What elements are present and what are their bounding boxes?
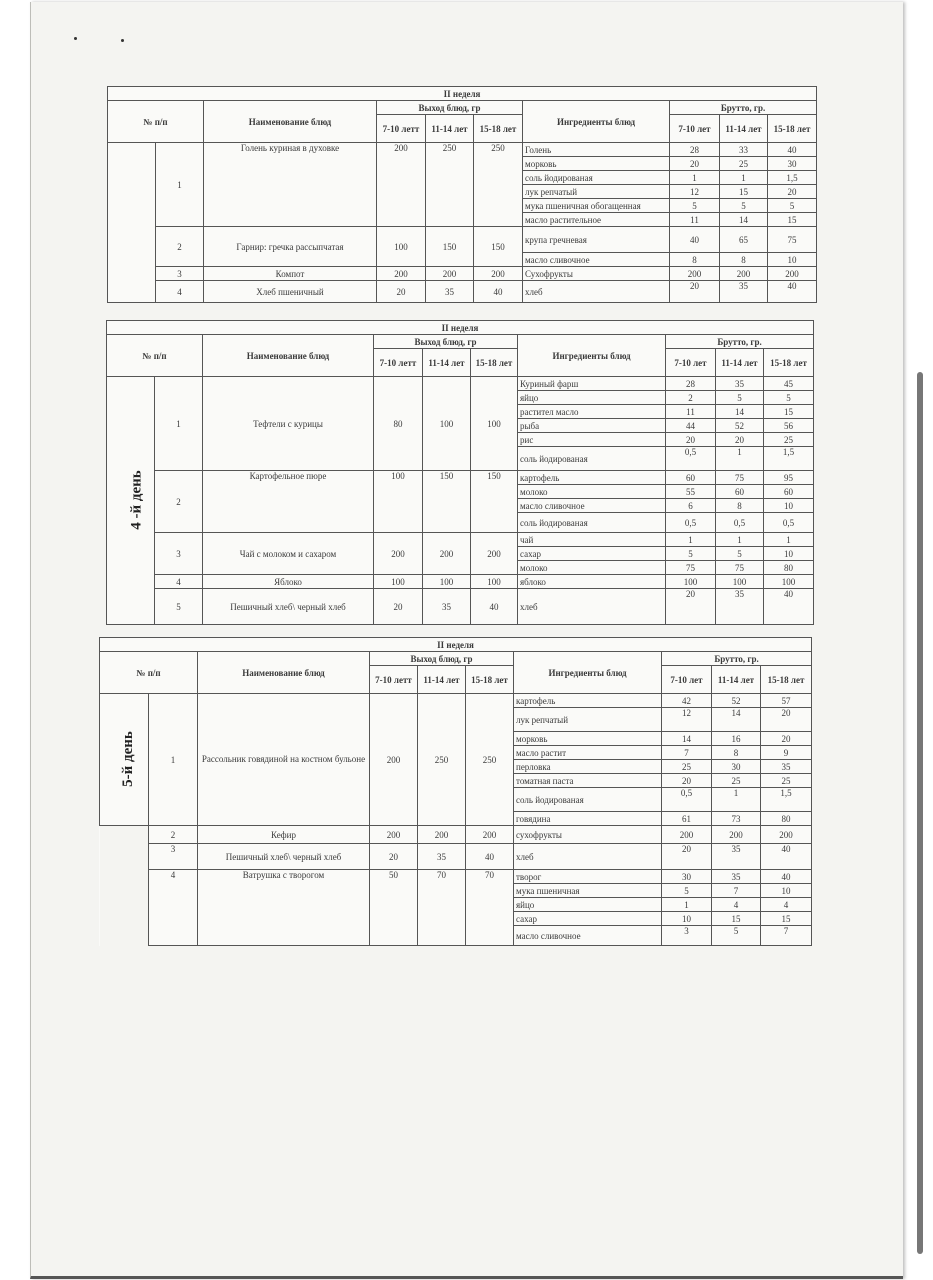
brutto-value: 80 [764, 561, 814, 575]
brutto-value: 55 [666, 485, 716, 499]
brutto-value: 7 [662, 746, 712, 760]
table-row [108, 227, 817, 253]
yield-value: 70 [466, 870, 514, 946]
brutto-value: 7 [761, 926, 812, 946]
day-label-cell [100, 694, 149, 826]
brutto-value: 11 [666, 405, 716, 419]
ingredient-name: картофель [514, 694, 662, 708]
ingredient-name: лук репчатый [523, 185, 670, 199]
week-title: II неделя [108, 87, 817, 101]
brutto-value: 35 [712, 870, 761, 884]
header-age-yield: 7-10 летт [377, 115, 426, 143]
brutto-value: 1 [666, 533, 716, 547]
ingredient-name: яйцо [514, 898, 662, 912]
header-age-yield: 15-18 лет [466, 666, 514, 694]
ingredient-name: рис [518, 433, 666, 447]
dish-number: 4 [149, 870, 198, 946]
header-age-brutto: 7-10 лет [670, 115, 720, 143]
brutto-value: 40 [768, 281, 817, 303]
header-ingredients: Ингредиенты блюд [514, 652, 662, 694]
brutto-value: 20 [666, 433, 716, 447]
brutto-value: 20 [768, 185, 817, 199]
yield-value: 200 [426, 267, 474, 281]
day-label: 4 -й день [128, 470, 145, 530]
brutto-value: 35 [716, 589, 764, 625]
brutto-value: 100 [716, 575, 764, 589]
brutto-value: 200 [662, 826, 712, 844]
ingredient-name: творог [514, 870, 662, 884]
dish-number: 3 [156, 267, 204, 281]
brutto-value: 42 [662, 694, 712, 708]
header-age-yield: 7-10 летт [374, 349, 423, 377]
ingredient-name: яйцо [518, 391, 666, 405]
day-label-cell [108, 143, 156, 303]
empty-cell [100, 844, 149, 870]
header-age-brutto: 15-18 лет [768, 115, 817, 143]
header-age-yield: 15-18 лет [471, 349, 518, 377]
brutto-value: 75 [666, 561, 716, 575]
ingredient-name: хлеб [514, 844, 662, 870]
brutto-value: 8 [712, 746, 761, 760]
yield-value: 100 [471, 575, 518, 589]
yield-value: 200 [370, 694, 418, 826]
header-ingredients: Ингредиенты блюд [518, 335, 666, 377]
yield-value: 35 [418, 844, 466, 870]
ingredient-name: сахар [518, 547, 666, 561]
brutto-value: 1 [662, 898, 712, 912]
brutto-value: 15 [720, 185, 768, 199]
brutto-value: 14 [662, 732, 712, 746]
ingredient-name: рыба [518, 419, 666, 433]
brutto-value: 35 [720, 281, 768, 303]
brutto-value: 45 [764, 377, 814, 391]
yield-value: 100 [374, 575, 423, 589]
speck [121, 39, 124, 42]
brutto-value: 1,5 [768, 171, 817, 185]
brutto-value: 3 [662, 926, 712, 946]
ingredient-name: крупа гречневая [523, 227, 670, 253]
brutto-value: 7 [712, 884, 761, 898]
brutto-value: 20 [662, 774, 712, 788]
ingredient-name: сахар [514, 912, 662, 926]
brutto-value: 1 [716, 447, 764, 471]
yield-value: 20 [374, 589, 423, 625]
brutto-value: 28 [666, 377, 716, 391]
yield-value: 150 [471, 471, 518, 533]
scrollbar-thumb[interactable] [917, 372, 923, 1254]
brutto-value: 5 [768, 199, 817, 213]
brutto-value: 14 [716, 405, 764, 419]
brutto-value: 5 [666, 547, 716, 561]
brutto-value: 30 [662, 870, 712, 884]
yield-value: 150 [474, 227, 523, 267]
brutto-value: 1 [764, 533, 814, 547]
brutto-value: 10 [768, 253, 817, 267]
yield-value: 250 [474, 143, 523, 227]
brutto-value: 0,5 [662, 788, 712, 812]
brutto-value: 35 [712, 844, 761, 870]
menu-table-week2-day4 [106, 320, 814, 625]
brutto-value: 1,5 [761, 788, 812, 812]
brutto-value: 1 [720, 171, 768, 185]
brutto-value: 15 [712, 912, 761, 926]
brutto-value: 12 [670, 185, 720, 199]
table-row [107, 377, 814, 391]
ingredient-name: масло растительное [523, 213, 670, 227]
yield-value: 70 [418, 870, 466, 946]
brutto-value: 15 [768, 213, 817, 227]
ingredient-name: растител масло [518, 405, 666, 419]
brutto-value: 75 [768, 227, 817, 253]
brutto-value: 14 [712, 708, 761, 732]
brutto-value: 9 [761, 746, 812, 760]
brutto-value: 0,5 [666, 513, 716, 533]
brutto-value: 30 [712, 760, 761, 774]
week-title: II неделя [107, 321, 814, 335]
dish-number: 3 [149, 844, 198, 870]
brutto-value: 200 [720, 267, 768, 281]
table-row [108, 267, 817, 281]
yield-value: 80 [374, 377, 423, 471]
brutto-value: 200 [761, 826, 812, 844]
dish-number: 4 [156, 281, 204, 303]
brutto-value: 25 [764, 433, 814, 447]
dish-number: 2 [155, 471, 203, 533]
brutto-value: 40 [761, 844, 812, 870]
yield-value: 100 [423, 575, 471, 589]
dish-number: 3 [155, 533, 203, 575]
brutto-value: 5 [712, 926, 761, 946]
dish-name: Голень куриная в духовке [204, 143, 377, 227]
dish-number: 1 [155, 377, 203, 471]
ingredient-name: хлеб [518, 589, 666, 625]
brutto-value: 60 [764, 485, 814, 499]
table-row [100, 826, 812, 844]
brutto-value: 57 [761, 694, 812, 708]
brutto-value: 0,5 [716, 513, 764, 533]
brutto-value: 20 [662, 844, 712, 870]
brutto-value: 6 [666, 499, 716, 513]
dish-name: Кефир [198, 826, 370, 844]
header-dish-name: Наименование блюд [198, 652, 370, 694]
brutto-value: 4 [761, 898, 812, 912]
ingredient-name: мука пшеничная обогащенная [523, 199, 670, 213]
ingredient-name: масло сливочное [518, 499, 666, 513]
header-age-yield: 7-10 летт [370, 666, 418, 694]
header-age-brutto: 7-10 лет [666, 349, 716, 377]
yield-value: 200 [418, 826, 466, 844]
brutto-value: 25 [761, 774, 812, 788]
brutto-value: 35 [761, 760, 812, 774]
brutto-value: 10 [662, 912, 712, 926]
empty-cell [100, 870, 149, 946]
dish-name: Компот [204, 267, 377, 281]
header-ingredients: Ингредиенты блюд [523, 101, 670, 143]
brutto-value: 1 [712, 788, 761, 812]
header-brutto: Брутто, гр. [662, 652, 812, 666]
brutto-value: 14 [720, 213, 768, 227]
dish-number: 4 [155, 575, 203, 589]
brutto-value: 40 [764, 589, 814, 625]
brutto-value: 5 [716, 391, 764, 405]
speck [74, 37, 77, 40]
ingredient-name: мука пшеничная [514, 884, 662, 898]
header-brutto: Брутто, гр. [666, 335, 814, 349]
brutto-value: 56 [764, 419, 814, 433]
brutto-value: 200 [768, 267, 817, 281]
header-age-brutto: 7-10 лет [662, 666, 712, 694]
brutto-value: 1,5 [764, 447, 814, 471]
yield-value: 35 [426, 281, 474, 303]
brutto-value: 10 [764, 547, 814, 561]
ingredient-name: Сухофрукты [523, 267, 670, 281]
yield-value: 200 [377, 267, 426, 281]
dish-name: Чай с молоком и сахаром [203, 533, 374, 575]
ingredient-name: лук репчатый [514, 708, 662, 732]
dish-number: 2 [149, 826, 198, 844]
header-age-yield: 11-14 лет [426, 115, 474, 143]
brutto-value: 200 [712, 826, 761, 844]
brutto-value: 5 [670, 199, 720, 213]
yield-value: 150 [423, 471, 471, 533]
header-age-brutto: 11-14 лет [712, 666, 761, 694]
ingredient-name: хлеб [523, 281, 670, 303]
table-row [108, 281, 817, 303]
dish-name: Тефтели с курицы [203, 377, 374, 471]
brutto-value: 20 [716, 433, 764, 447]
brutto-value: 75 [716, 561, 764, 575]
dish-number: 1 [149, 694, 198, 826]
brutto-value: 11 [670, 213, 720, 227]
header-age-brutto: 15-18 лет [761, 666, 812, 694]
dish-name: Пешичный хлеб\ черный хлеб [203, 589, 374, 625]
table-row [107, 471, 814, 485]
header-age-yield: 11-14 лет [418, 666, 466, 694]
brutto-value: 16 [712, 732, 761, 746]
brutto-value: 25 [720, 157, 768, 171]
yield-value: 20 [377, 281, 426, 303]
brutto-value: 100 [666, 575, 716, 589]
day-label: 5-й день [119, 731, 136, 787]
header-number: № п/п [107, 335, 203, 377]
header-brutto: Брутто, гр. [670, 101, 817, 115]
brutto-value: 25 [712, 774, 761, 788]
brutto-value: 15 [761, 912, 812, 926]
dish-number: 2 [156, 227, 204, 267]
yield-value: 200 [374, 533, 423, 575]
brutto-value: 8 [670, 253, 720, 267]
brutto-value: 20 [670, 157, 720, 171]
yield-value: 200 [423, 533, 471, 575]
ingredient-name: соль йодированая [518, 513, 666, 533]
brutto-value: 40 [761, 870, 812, 884]
ingredient-name: масло сливочное [523, 253, 670, 267]
dish-name: Рассольник говядиной на костном бульоне [198, 694, 370, 826]
ingredient-name: соль йодированая [518, 447, 666, 471]
brutto-value: 1 [670, 171, 720, 185]
brutto-value: 200 [670, 267, 720, 281]
brutto-value: 5 [716, 547, 764, 561]
yield-value: 100 [423, 377, 471, 471]
brutto-value: 73 [712, 812, 761, 826]
brutto-value: 44 [666, 419, 716, 433]
yield-value: 20 [370, 844, 418, 870]
yield-value: 100 [471, 377, 518, 471]
brutto-value: 80 [761, 812, 812, 826]
brutto-value: 0,5 [764, 513, 814, 533]
brutto-value: 5 [720, 199, 768, 213]
brutto-value: 25 [662, 760, 712, 774]
dish-name: Картофельное пюре [203, 471, 374, 533]
brutto-value: 10 [761, 884, 812, 898]
table-row [100, 870, 812, 884]
dish-name: Ватрушка с творогом [198, 870, 370, 946]
brutto-value: 40 [670, 227, 720, 253]
brutto-value: 8 [720, 253, 768, 267]
header-age-brutto: 15-18 лет [764, 349, 814, 377]
header-age-yield: 11-14 лет [423, 349, 471, 377]
header-age-brutto: 11-14 лет [720, 115, 768, 143]
dish-name: Пешичный хлеб\ черный хлеб [198, 844, 370, 870]
ingredient-name: Голень [523, 143, 670, 157]
left-margin [0, 0, 30, 1280]
brutto-value: 12 [662, 708, 712, 732]
ingredient-name: молоко [518, 485, 666, 499]
brutto-value: 5 [764, 391, 814, 405]
ingredient-name: масло растит [514, 746, 662, 760]
menu-table-week2-day5 [99, 637, 812, 946]
brutto-value: 5 [662, 884, 712, 898]
ingredient-name: соль йодированая [514, 788, 662, 812]
brutto-value: 20 [761, 708, 812, 732]
yield-value: 200 [471, 533, 518, 575]
ingredient-name: картофель [518, 471, 666, 485]
table-row [108, 143, 817, 157]
yield-value: 100 [377, 227, 426, 267]
header-yield: Выход блюд, гр [377, 101, 523, 115]
yield-value: 100 [374, 471, 423, 533]
ingredient-name: перловка [514, 760, 662, 774]
ingredient-name: чай [518, 533, 666, 547]
table-row [107, 575, 814, 589]
brutto-value: 35 [716, 377, 764, 391]
brutto-value: 40 [768, 143, 817, 157]
brutto-value: 4 [712, 898, 761, 912]
yield-value: 200 [370, 826, 418, 844]
brutto-value: 52 [716, 419, 764, 433]
dish-name: Гарнир: гречка рассыпчатая [204, 227, 377, 267]
brutto-value: 60 [666, 471, 716, 485]
empty-cell [100, 826, 149, 844]
yield-value: 250 [418, 694, 466, 826]
yield-value: 40 [466, 844, 514, 870]
menu-table-week2-day3 [107, 86, 817, 303]
table-row [100, 844, 812, 870]
yield-value: 40 [474, 281, 523, 303]
ingredient-name: молоко [518, 561, 666, 575]
brutto-value: 20 [670, 281, 720, 303]
brutto-value: 1 [716, 533, 764, 547]
ingredient-name: масло сливочное [514, 926, 662, 946]
brutto-value: 61 [662, 812, 712, 826]
dish-name: Яблоко [203, 575, 374, 589]
ingredient-name: соль йодированая [523, 171, 670, 185]
header-yield: Выход блюд, гр [374, 335, 518, 349]
table-row [107, 589, 814, 625]
day-label-cell [107, 377, 155, 625]
brutto-value: 0,5 [666, 447, 716, 471]
brutto-value: 100 [764, 575, 814, 589]
brutto-value: 52 [712, 694, 761, 708]
brutto-value: 95 [764, 471, 814, 485]
brutto-value: 60 [716, 485, 764, 499]
yield-value: 200 [466, 826, 514, 844]
ingredient-name: морковь [514, 732, 662, 746]
table-row [100, 694, 812, 708]
header-age-yield: 15-18 лет [474, 115, 523, 143]
header-yield: Выход блюд, гр [370, 652, 514, 666]
ingredient-name: сухофрукты [514, 826, 662, 844]
yield-value: 150 [426, 227, 474, 267]
header-number: № п/п [108, 101, 204, 143]
header-number: № п/п [100, 652, 198, 694]
header-age-brutto: 11-14 лет [716, 349, 764, 377]
table-row [107, 533, 814, 547]
ingredient-name: яблоко [518, 575, 666, 589]
brutto-value: 10 [764, 499, 814, 513]
dish-number: 1 [156, 143, 204, 227]
yield-value: 40 [471, 589, 518, 625]
dish-number: 5 [155, 589, 203, 625]
ingredient-name: Куриный фарш [518, 377, 666, 391]
ingredient-name: томатная паста [514, 774, 662, 788]
brutto-value: 33 [720, 143, 768, 157]
brutto-value: 75 [716, 471, 764, 485]
brutto-value: 15 [764, 405, 814, 419]
brutto-value: 28 [670, 143, 720, 157]
ingredient-name: говядина [514, 812, 662, 826]
yield-value: 250 [426, 143, 474, 227]
brutto-value: 20 [666, 589, 716, 625]
brutto-value: 20 [761, 732, 812, 746]
yield-value: 200 [474, 267, 523, 281]
dish-name: Хлеб пшеничный [204, 281, 377, 303]
brutto-value: 8 [716, 499, 764, 513]
yield-value: 50 [370, 870, 418, 946]
yield-value: 250 [466, 694, 514, 826]
yield-value: 35 [423, 589, 471, 625]
ingredient-name: морковь [523, 157, 670, 171]
brutto-value: 65 [720, 227, 768, 253]
header-dish-name: Наименование блюд [204, 101, 377, 143]
brutto-value: 2 [666, 391, 716, 405]
brutto-value: 30 [768, 157, 817, 171]
header-dish-name: Наименование блюд [203, 335, 374, 377]
week-title: II неделя [100, 638, 812, 652]
yield-value: 200 [377, 143, 426, 227]
